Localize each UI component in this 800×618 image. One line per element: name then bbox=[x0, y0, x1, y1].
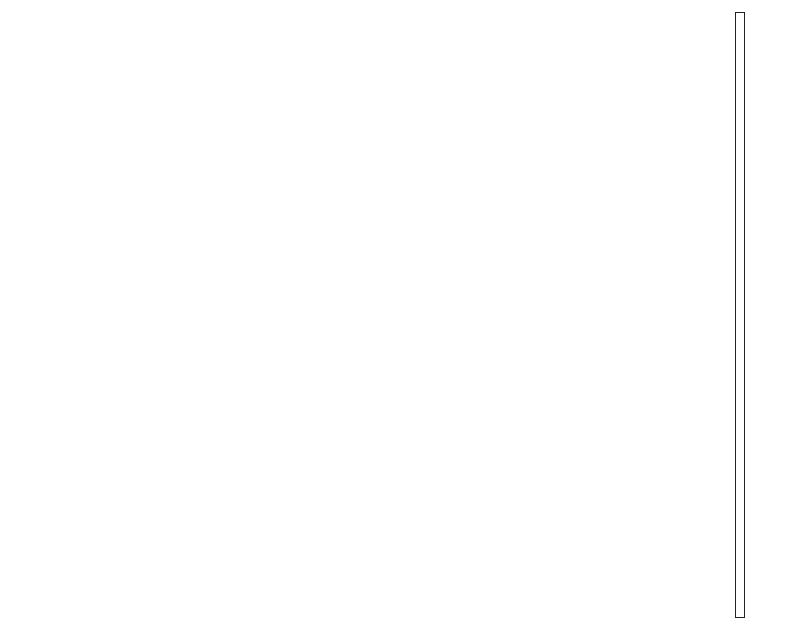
regulation-table bbox=[735, 12, 745, 618]
section-title bbox=[736, 13, 745, 618]
section-header-row bbox=[736, 13, 745, 618]
